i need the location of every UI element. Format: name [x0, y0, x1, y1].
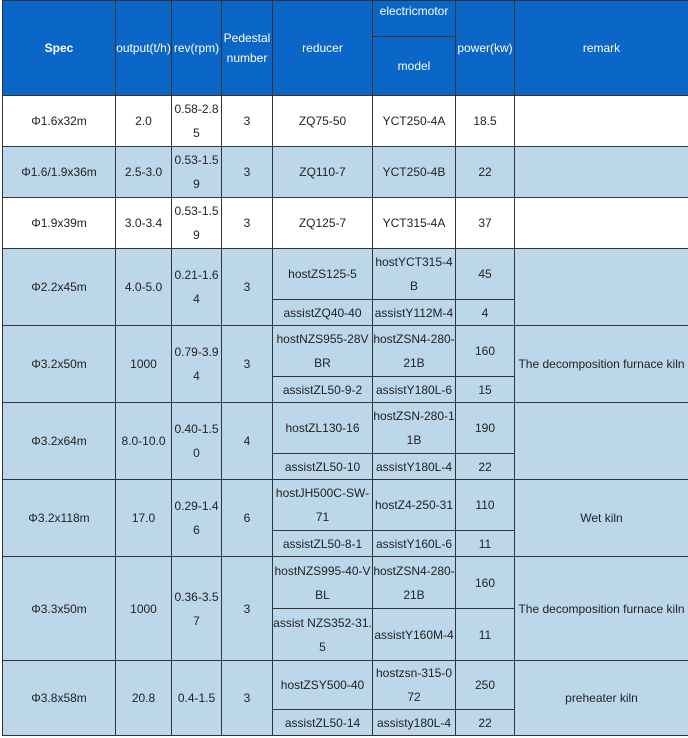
cell-rev: 0.29-1.46: [172, 480, 222, 557]
cell-power: 22: [456, 710, 515, 736]
header-power: power(kw): [456, 1, 515, 96]
cell-model: assistY160L-6: [373, 531, 456, 557]
cell-output: 1000: [116, 326, 172, 403]
cell-remark: [515, 403, 688, 480]
cell-power: 11: [456, 531, 515, 557]
cell-model: assistY180L-4: [373, 454, 456, 480]
cell-reducer: hostNZS955-28VBR: [273, 326, 373, 377]
cell-reducer: assistZL50-9-2: [273, 377, 373, 403]
cell-output: 2.0: [116, 96, 172, 147]
cell-pedestal: 3: [222, 557, 273, 661]
cell-reducer: ZQ125-7: [273, 198, 373, 249]
cell-pedestal: 3: [222, 661, 273, 736]
cell-remark: Wet kiln: [515, 480, 688, 557]
cell-model: hostzsn-315-072: [373, 661, 456, 710]
cell-output: 2.5-3.0: [116, 147, 172, 198]
table-row: [3, 249, 688, 300]
cell-power: 18.5: [456, 96, 515, 147]
cell-spec: Φ2.2x45m: [3, 249, 116, 326]
cell-rev: 0.53-1.59: [172, 147, 222, 198]
cell-pedestal: 3: [222, 326, 273, 403]
cell-reducer: assistZL50-14: [273, 710, 373, 736]
cell-reducer: hostZS125-5: [273, 249, 373, 300]
header-rev: rev(rpm): [172, 1, 222, 96]
table-row: [3, 480, 688, 531]
cell-reducer: assist NZS352-31.5: [273, 609, 373, 661]
cell-pedestal: 3: [222, 96, 273, 147]
header-model: model: [373, 37, 456, 96]
cell-model: assistY112M-4: [373, 300, 456, 326]
cell-remark: [515, 198, 688, 249]
cell-rev: 0.36-3.57: [172, 557, 222, 661]
cell-remark: [515, 96, 688, 147]
header-output: output(t/h): [116, 1, 172, 96]
cell-output: 8.0-10.0: [116, 403, 172, 480]
cell-model: hostZSN-280-11B: [373, 403, 456, 454]
header-electricmotor: electricmotor: [373, 1, 456, 37]
cell-spec: Φ1.9x39m: [3, 198, 116, 249]
cell-reducer: ZQ75-50: [273, 96, 373, 147]
cell-pedestal: 3: [222, 249, 273, 326]
cell-power: 22: [456, 454, 515, 480]
header-remark: remark: [515, 1, 688, 96]
cell-rev: 0.58-2.85: [172, 96, 222, 147]
cell-rev: 0.4-1.5: [172, 661, 222, 736]
cell-reducer: assistZL50-10: [273, 454, 373, 480]
cell-model: assistY160M-4: [373, 609, 456, 661]
table-row: [3, 326, 688, 377]
cell-reducer: hostJH500C-SW-71: [273, 480, 373, 531]
cell-pedestal: 6: [222, 480, 273, 557]
header-reducer: reducer: [273, 1, 373, 96]
cell-reducer: hostNZS995-40-VBL: [273, 557, 373, 609]
cell-output: 20.8: [116, 661, 172, 736]
cell-pedestal: 3: [222, 147, 273, 198]
cell-remark: The decomposition furnace kiln: [515, 326, 688, 403]
table-row: [3, 403, 688, 454]
cell-power: 250: [456, 661, 515, 710]
cell-power: 15: [456, 377, 515, 403]
cell-spec: Φ3.8x58m: [3, 661, 116, 736]
table-row: [3, 557, 688, 609]
cell-rev: 0.79-3.94: [172, 326, 222, 403]
cell-power: 4: [456, 300, 515, 326]
header-spec: Spec: [3, 1, 116, 96]
cell-model: assisty180L-4: [373, 710, 456, 736]
cell-power: 110: [456, 480, 515, 531]
cell-power: 37: [456, 198, 515, 249]
cell-rev: 0.21-1.64: [172, 249, 222, 326]
cell-remark: preheater kiln: [515, 661, 688, 736]
cell-output: 17.0: [116, 480, 172, 557]
cell-model: hostZSN4-280-21B: [373, 326, 456, 377]
cell-model: assistY180L-6: [373, 377, 456, 403]
cell-model: hostYCT315-4B: [373, 249, 456, 300]
cell-power: 11: [456, 609, 515, 661]
cell-spec: Φ3.2x50m: [3, 326, 116, 403]
cell-power: 160: [456, 326, 515, 377]
cell-remark: The decomposition furnace kiln: [515, 557, 688, 661]
cell-rev: 0.40-1.50: [172, 403, 222, 480]
cell-power: 160: [456, 557, 515, 609]
cell-model: YCT250-4B: [373, 147, 456, 198]
cell-power: 22: [456, 147, 515, 198]
cell-spec: Φ3.3x50m: [3, 557, 116, 661]
cell-model: YCT315-4A: [373, 198, 456, 249]
cell-output: 1000: [116, 557, 172, 661]
table-row: [3, 147, 688, 198]
cell-spec: Φ1.6x32m: [3, 96, 116, 147]
table-row: [3, 661, 688, 710]
cell-pedestal: 3: [222, 198, 273, 249]
cell-spec: Φ3.2x64m: [3, 403, 116, 480]
cell-remark: [515, 249, 688, 326]
cell-rev: 0.53-1.59: [172, 198, 222, 249]
cell-remark: [515, 147, 688, 198]
cell-spec: Φ3.2x118m: [3, 480, 116, 557]
cell-reducer: hostZL130-16: [273, 403, 373, 454]
table-row: [3, 198, 688, 249]
cell-model: YCT250-4A: [373, 96, 456, 147]
cell-model: hostZSN4-280-21B: [373, 557, 456, 609]
table-row: [3, 96, 688, 147]
kiln-spec-table: [2, 0, 688, 736]
cell-power: 190: [456, 403, 515, 454]
cell-pedestal: 4: [222, 403, 273, 480]
header-pedestal: Pedestal number: [222, 1, 273, 96]
cell-reducer: hostZSY500-40: [273, 661, 373, 710]
cell-reducer: assistZQ40-40: [273, 300, 373, 326]
cell-reducer: ZQ110-7: [273, 147, 373, 198]
cell-spec: Φ1.6/1.9x36m: [3, 147, 116, 198]
cell-output: 3.0-3.4: [116, 198, 172, 249]
cell-reducer: assistZL50-8-1: [273, 531, 373, 557]
cell-model: hostZ4-250-31: [373, 480, 456, 531]
cell-output: 4.0-5.0: [116, 249, 172, 326]
cell-power: 45: [456, 249, 515, 300]
